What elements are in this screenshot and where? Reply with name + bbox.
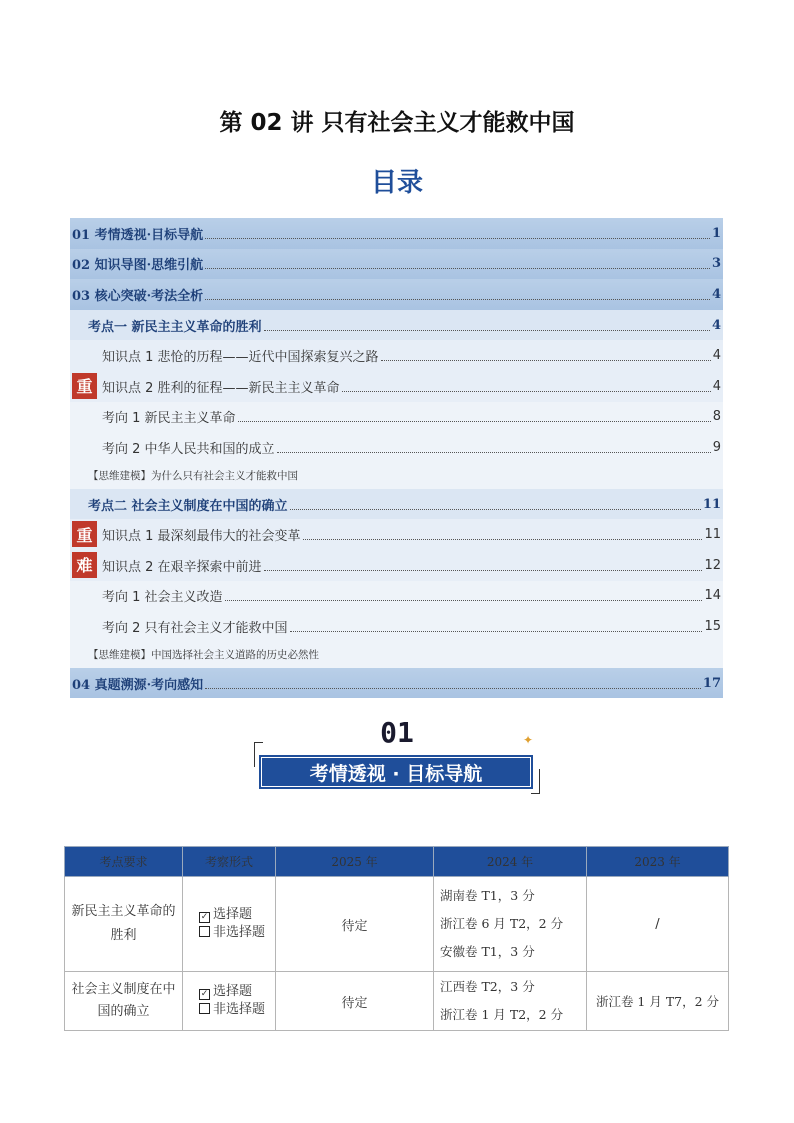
toc-page-number: 11: [704, 527, 721, 543]
priority-badge: 重: [72, 373, 97, 399]
form-label: 非选择题: [213, 1002, 266, 1017]
topic-cell: 新民主主义革命的胜利: [65, 877, 183, 972]
toc-entry-label: 知识点 2 胜利的征程——新民主主义革命: [102, 380, 340, 396]
empty-box-icon: [199, 1003, 210, 1014]
toc-entry-label: 考向 1 新民主主义革命: [102, 411, 236, 427]
toc-entry[interactable]: [70, 550, 723, 581]
checked-box-icon: ✓: [200, 912, 209, 922]
checked-box-icon: ✓: [200, 989, 209, 999]
toc-page-number: 4: [711, 317, 721, 333]
toc-entry[interactable]: [70, 218, 723, 249]
toc-entry[interactable]: [70, 432, 723, 463]
toc-entry[interactable]: [70, 371, 723, 402]
toc-leader-dots: [238, 421, 711, 422]
toc-leader-dots: [205, 299, 710, 300]
toc-entry[interactable]: [70, 249, 723, 280]
empty-box-icon: [199, 926, 210, 937]
toc-page-number: 9: [712, 439, 721, 455]
toc-entry-label: 知识点 1 悲怆的历程——近代中国探索复兴之路: [102, 350, 379, 366]
exam-entry: 江西卷 T2，3 分: [440, 979, 535, 994]
toc-entry-label: 02 知识导图·思维引航: [72, 258, 204, 274]
table-row: [65, 972, 729, 1031]
toc-entry[interactable]: [70, 611, 723, 642]
section-banner: 考情透视 · 目标导航: [259, 755, 533, 789]
toc-heading: 目录: [370, 168, 423, 198]
toc-entry[interactable]: [70, 340, 723, 371]
exam-entry: 安徽卷 T1，3 分: [440, 944, 535, 959]
form-option: [199, 924, 274, 942]
toc-leader-dots: [290, 631, 703, 632]
toc-page-number: 4: [712, 378, 721, 394]
priority-badge: 难: [72, 552, 97, 578]
toc-entry-label: 考向 2 只有社会主义才能救中国: [102, 620, 288, 636]
year-2023-cell: /: [587, 877, 729, 972]
toc-leader-dots: [290, 509, 701, 510]
toc-page-number: 15: [704, 618, 721, 634]
table-of-contents: [70, 218, 723, 698]
toc-entry[interactable]: [70, 489, 723, 520]
table-header-cell: 2024 年: [434, 847, 587, 877]
toc-leader-dots: [303, 539, 703, 540]
toc-page-number: 3: [711, 256, 721, 272]
toc-entry-label: 01 考情透视·目标导航: [72, 227, 204, 243]
exam-entry: 湖南卷 T1，3 分: [440, 888, 535, 903]
toc-page-number: 11: [702, 496, 721, 512]
form-label: 选择题: [213, 984, 253, 999]
toc-page-number: 8: [712, 409, 721, 425]
table-header-cell: 2025 年: [276, 847, 434, 877]
toc-leader-dots: [264, 570, 703, 571]
topic-cell: 社会主义制度在中国的确立: [65, 972, 183, 1031]
form-option: [199, 1001, 274, 1019]
year-2024-cell: [434, 877, 587, 972]
table-header-row: [65, 847, 729, 877]
toc-entry-label: 考向 1 社会主义改造: [102, 590, 223, 606]
toc-entry-label: 知识点 1 最深刻最伟大的社会变革: [102, 529, 301, 545]
toc-leader-dots: [205, 268, 710, 269]
year-2025-cell: 待定: [276, 972, 434, 1031]
year-2023-cell: 浙江卷 1 月 T7，2 分: [587, 972, 729, 1031]
toc-entry-label: 知识点 2 在艰辛探索中前进: [102, 559, 262, 575]
toc-page-number: 17: [702, 675, 721, 691]
table-header-cell: 考察形式: [183, 847, 276, 877]
toc-entry-label: 【思维建模】中国选择社会主义道路的历史必然性: [88, 649, 319, 662]
toc-leader-dots: [381, 360, 711, 361]
table-row: [65, 877, 729, 972]
forms-cell: [183, 877, 276, 972]
toc-entry[interactable]: [70, 519, 723, 550]
table-header-cell: 2023 年: [587, 847, 729, 877]
toc-page-number: 12: [704, 557, 721, 573]
exam-entry: 浙江卷 1 月 T2，2 分: [440, 1007, 564, 1022]
form-label: 选择题: [213, 907, 253, 922]
toc-entry[interactable]: [70, 581, 723, 612]
section-number: 01: [380, 716, 414, 749]
sparkle-icon: ✦: [523, 733, 534, 747]
toc-leader-dots: [205, 238, 710, 239]
toc-entry-label: 考点一 新民主主义革命的胜利: [88, 319, 262, 335]
forms-cell: [183, 972, 276, 1031]
table-header-cell: 考点要求: [65, 847, 183, 877]
toc-page-number: 4: [712, 348, 721, 364]
toc-entry-label: 考向 2 中华人民共和国的成立: [102, 441, 275, 457]
toc-leader-dots: [205, 688, 701, 689]
toc-entry[interactable]: [70, 402, 723, 433]
toc-leader-dots: [264, 330, 710, 331]
toc-entry[interactable]: [70, 310, 723, 341]
toc-entry[interactable]: [70, 463, 723, 489]
toc-leader-dots: [277, 452, 711, 453]
year-2025-cell: 待定: [276, 877, 434, 972]
toc-entry-label: 考点二 社会主义制度在中国的确立: [88, 498, 288, 514]
toc-page-number: 14: [704, 588, 721, 604]
priority-badge: 重: [72, 521, 97, 547]
toc-entry[interactable]: [70, 642, 723, 668]
exam-entry: 浙江卷 6 月 T2，2 分: [440, 916, 564, 931]
toc-entry-label: 【思维建模】为什么只有社会主义才能救中国: [88, 470, 298, 483]
exam-requirements-table: [64, 846, 729, 1031]
toc-entry-label: 04 真题溯源·考向感知: [72, 677, 204, 693]
form-option: [199, 983, 274, 1001]
toc-leader-dots: [342, 391, 711, 392]
toc-entry[interactable]: [70, 668, 723, 699]
form-option: [199, 906, 274, 924]
toc-page-number: 4: [711, 286, 721, 302]
toc-leader-dots: [225, 600, 703, 601]
year-2024-cell: [434, 972, 587, 1031]
toc-entry-label: 03 核心突破·考法全析: [72, 288, 204, 304]
toc-entry[interactable]: [70, 279, 723, 310]
page-title: 第 02 讲 只有社会主义才能救中国: [219, 110, 575, 136]
form-label: 非选择题: [213, 925, 266, 940]
toc-page-number: 1: [711, 225, 721, 241]
